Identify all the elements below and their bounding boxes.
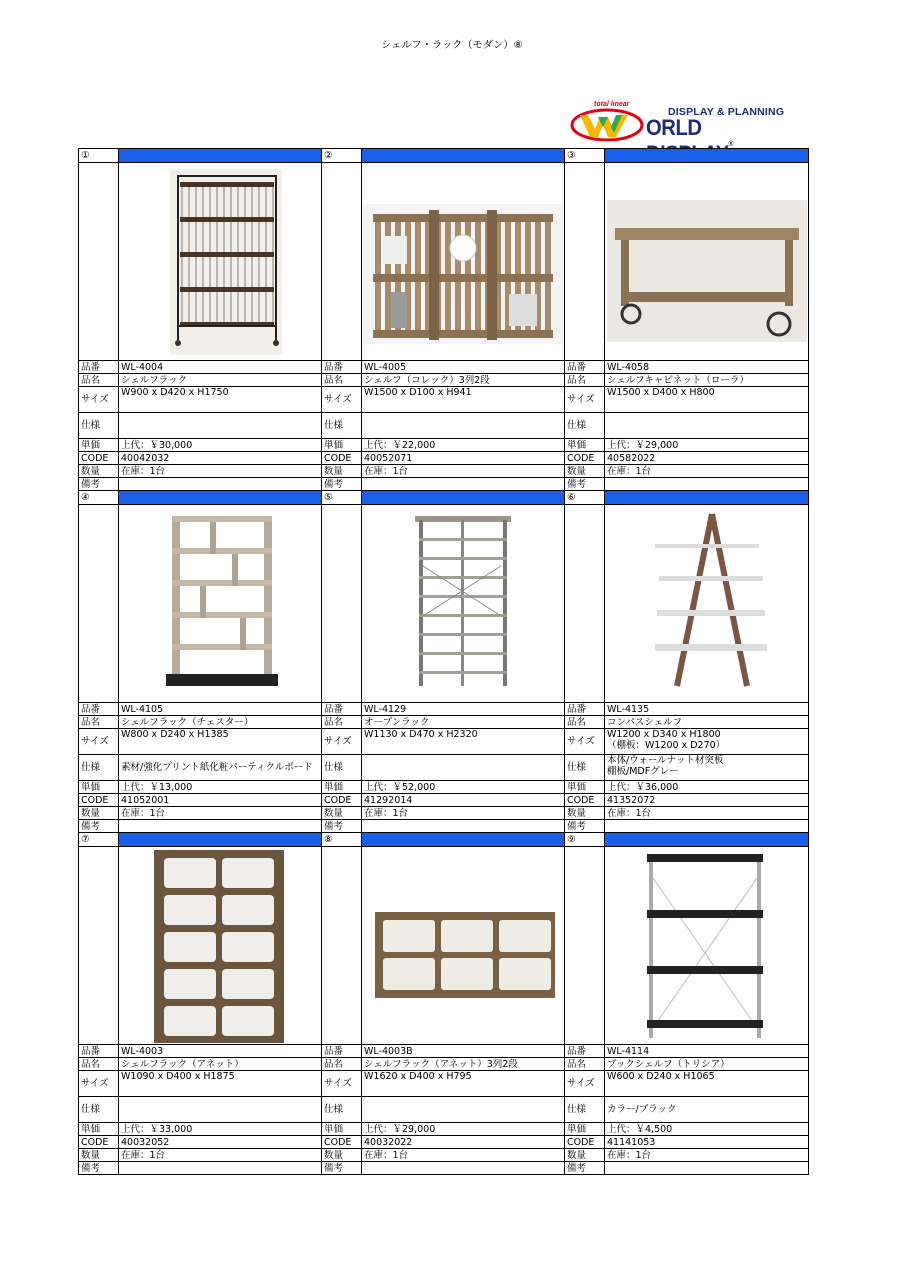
- grid-row-name: [79, 1058, 809, 1071]
- value-size-line1: W1200 x D340 x H1800: [607, 729, 721, 740]
- label-code_no: 品番: [565, 1045, 605, 1058]
- label-name: 品名: [565, 1058, 605, 1071]
- label-note: 備考: [565, 820, 605, 833]
- product-grid: [78, 148, 809, 1175]
- grid-row-code_no: [79, 1045, 809, 1058]
- header-bar: [362, 491, 565, 505]
- image-spacer: [322, 847, 362, 1045]
- value-note: [605, 820, 809, 833]
- value-size-line1: W1500 x D400 x H800: [607, 387, 715, 398]
- label-spec: 仕様: [322, 755, 362, 781]
- value-size: [605, 387, 809, 413]
- value-qty: 在庫：1台: [605, 465, 809, 478]
- a-frame-shelf-icon: [607, 506, 807, 701]
- label-size: サイズ: [565, 387, 605, 413]
- item-number: ⑥: [565, 491, 605, 505]
- value-price: 上代：￥36,000: [605, 781, 809, 794]
- value-name: オープンラック: [362, 716, 565, 729]
- value-price: 上代：￥22,000: [362, 439, 565, 452]
- label-spec: 仕様: [565, 413, 605, 439]
- header-bar: [119, 491, 322, 505]
- label-price: 単価: [79, 439, 119, 452]
- value-spec: [362, 755, 565, 781]
- value-code_no: WL-4129: [362, 703, 565, 716]
- header-bar: [362, 149, 565, 163]
- grid-row-size: [79, 387, 809, 413]
- value-code: 41292014: [362, 794, 565, 807]
- label-code: CODE: [79, 1136, 119, 1149]
- value-size: [119, 1071, 322, 1097]
- value-code_no: WL-4135: [605, 703, 809, 716]
- value-qty: 在庫：1台: [605, 1149, 809, 1162]
- value-note: [605, 1162, 809, 1175]
- value-size-line2: （棚板：W1200 x D270）: [607, 740, 726, 751]
- value-price: 上代：￥13,000: [119, 781, 322, 794]
- grid-row-qty: [79, 1149, 809, 1162]
- image-spacer: [322, 163, 362, 361]
- value-name: シェルフ（コレック）3列2段: [362, 374, 565, 387]
- label-note: 備考: [322, 1162, 362, 1175]
- value-size: [605, 1071, 809, 1097]
- header-bar: [119, 833, 322, 847]
- grid-row-spec: [79, 755, 809, 781]
- grid-row-qty: [79, 807, 809, 820]
- image-spacer: [565, 505, 605, 703]
- company-logo: [568, 101, 794, 148]
- grid-row-code: [79, 1136, 809, 1149]
- label-code_no: 品番: [322, 361, 362, 374]
- label-code: CODE: [79, 794, 119, 807]
- value-name: シェルフキャビネット（ローラ）: [605, 374, 809, 387]
- value-code: 40042032: [119, 452, 322, 465]
- label-qty: 数量: [322, 1149, 362, 1162]
- product-image-cell: [362, 163, 565, 361]
- cube-shelf-low-image: [362, 847, 564, 1044]
- value-qty: 在庫：1台: [362, 465, 565, 478]
- label-code_no: 品番: [322, 703, 362, 716]
- label-name: 品名: [322, 374, 362, 387]
- cube-shelf-tall-image: [119, 847, 321, 1044]
- grid-row-price: [79, 1123, 809, 1136]
- label-code: CODE: [79, 452, 119, 465]
- value-qty: 在庫：1台: [119, 807, 322, 820]
- label-note: 備考: [322, 478, 362, 491]
- label-code: CODE: [565, 452, 605, 465]
- value-spec-line1: 本体/ウォールナット材突板: [607, 755, 724, 766]
- product-image-cell: [119, 505, 322, 703]
- value-code_no: WL-4114: [605, 1045, 809, 1058]
- value-code_no: WL-4005: [362, 361, 565, 374]
- logo-subtitle: DISPLAY & PLANNING: [668, 106, 785, 118]
- value-size: [119, 387, 322, 413]
- value-qty: 在庫：1台: [119, 465, 322, 478]
- label-size: サイズ: [322, 1071, 362, 1097]
- label-spec: 仕様: [79, 413, 119, 439]
- console-cart-image: [605, 163, 808, 360]
- label-spec: 仕様: [565, 1097, 605, 1123]
- label-code_no: 品番: [79, 361, 119, 374]
- value-spec-line2: 棚板/MDFグレー: [607, 766, 679, 777]
- label-name: 品名: [79, 374, 119, 387]
- product-image-cell: [605, 847, 809, 1045]
- value-code: 41052001: [119, 794, 322, 807]
- value-code: 40032022: [362, 1136, 565, 1149]
- value-note: [605, 478, 809, 491]
- value-name: シェルフラック: [119, 374, 322, 387]
- label-size: サイズ: [79, 1071, 119, 1097]
- logo-w-icon: [570, 107, 644, 141]
- stagger-shelf-icon: [120, 506, 320, 701]
- item-number: ⑦: [79, 833, 119, 847]
- value-size: [362, 1071, 565, 1097]
- header-bar: [605, 491, 809, 505]
- label-spec: 仕様: [79, 1097, 119, 1123]
- label-qty: 数量: [79, 1149, 119, 1162]
- wire-shelf-rack-image: [119, 163, 321, 360]
- value-qty: 在庫：1台: [119, 1149, 322, 1162]
- grid-row-img: [79, 163, 809, 361]
- value-qty: 在庫：1台: [362, 807, 565, 820]
- label-name: 品名: [565, 374, 605, 387]
- product-image-cell: [605, 505, 809, 703]
- label-size: サイズ: [322, 729, 362, 755]
- item-number: ⑤: [322, 491, 362, 505]
- value-size-line1: W600 x D240 x H1065: [607, 1071, 715, 1082]
- page-title: シェルフ・ラック（モダン）⑧: [381, 40, 523, 51]
- label-note: 備考: [565, 1162, 605, 1175]
- label-code: CODE: [322, 1136, 362, 1149]
- label-code_no: 品番: [79, 703, 119, 716]
- product-image-cell: [119, 163, 322, 361]
- value-spec: [119, 413, 322, 439]
- value-name: シェルフラック（アネット）: [119, 1058, 322, 1071]
- label-qty: 数量: [565, 465, 605, 478]
- value-size: [362, 387, 565, 413]
- image-spacer: [565, 163, 605, 361]
- label-name: 品名: [565, 716, 605, 729]
- label-note: 備考: [79, 1162, 119, 1175]
- label-size: サイズ: [322, 387, 362, 413]
- label-price: 単価: [565, 439, 605, 452]
- label-qty: 数量: [565, 807, 605, 820]
- value-code_no: WL-4004: [119, 361, 322, 374]
- item-number: ①: [79, 149, 119, 163]
- header-bar: [362, 833, 565, 847]
- value-note: [362, 1162, 565, 1175]
- metal-open-rack-icon: [363, 506, 563, 701]
- value-spec: [362, 1097, 565, 1123]
- value-code_no: WL-4003B: [362, 1045, 565, 1058]
- value-size-line1: W1130 x D470 x H2320: [364, 729, 478, 740]
- label-price: 単価: [322, 1123, 362, 1136]
- value-price: 上代：￥29,000: [362, 1123, 565, 1136]
- label-note: 備考: [565, 478, 605, 491]
- value-spec: [362, 413, 565, 439]
- grid-row-img: [79, 505, 809, 703]
- label-price: 単価: [322, 439, 362, 452]
- grid-row-code: [79, 794, 809, 807]
- label-spec: 仕様: [565, 755, 605, 781]
- product-image-cell: [605, 163, 809, 361]
- grid-row-num: [79, 149, 809, 163]
- grid-row-code: [79, 452, 809, 465]
- label-price: 単価: [565, 1123, 605, 1136]
- value-code: 40582022: [605, 452, 809, 465]
- value-name: シェルフラック（アネット）3列2段: [362, 1058, 565, 1071]
- value-code: 41352072: [605, 794, 809, 807]
- label-price: 単価: [322, 781, 362, 794]
- value-price: 上代：￥29,000: [605, 439, 809, 452]
- console-cart-icon: [607, 164, 807, 359]
- value-price: 上代：￥4,500: [605, 1123, 809, 1136]
- label-size: サイズ: [565, 1071, 605, 1097]
- label-code_no: 品番: [565, 703, 605, 716]
- logo-tagline: total linear: [594, 101, 630, 108]
- label-note: 備考: [79, 820, 119, 833]
- header-bar: [119, 149, 322, 163]
- value-size-line1: W1620 x D400 x H795: [364, 1071, 472, 1082]
- product-image-cell: [362, 505, 565, 703]
- label-qty: 数量: [565, 1149, 605, 1162]
- value-price: 上代：￥30,000: [119, 439, 322, 452]
- grid-row-note: [79, 820, 809, 833]
- grid-row-size: [79, 729, 809, 755]
- label-spec: 仕様: [79, 755, 119, 781]
- grid-row-price: [79, 439, 809, 452]
- value-size: [119, 729, 322, 755]
- value-code: 40052071: [362, 452, 565, 465]
- label-code: CODE: [565, 1136, 605, 1149]
- grid-row-name: [79, 716, 809, 729]
- label-size: サイズ: [565, 729, 605, 755]
- value-size: [362, 729, 565, 755]
- value-spec: [605, 1097, 809, 1123]
- value-size-line1: W1500 x D100 x H941: [364, 387, 472, 398]
- item-number: ②: [322, 149, 362, 163]
- value-price: 上代：￥52,000: [362, 781, 565, 794]
- value-note: [119, 1162, 322, 1175]
- grid-row-price: [79, 781, 809, 794]
- label-code_no: 品番: [565, 361, 605, 374]
- item-number: ⑨: [565, 833, 605, 847]
- value-name: コンパスシェルフ: [605, 716, 809, 729]
- image-spacer: [79, 505, 119, 703]
- item-number: ⑧: [322, 833, 362, 847]
- grid-row-code_no: [79, 703, 809, 716]
- metal-open-rack-image: [362, 505, 564, 702]
- label-spec: 仕様: [322, 1097, 362, 1123]
- black-metal-bookshelf-image: [605, 847, 808, 1044]
- value-price: 上代：￥33,000: [119, 1123, 322, 1136]
- value-code: 41141053: [605, 1136, 809, 1149]
- item-number: ③: [565, 149, 605, 163]
- label-name: 品名: [79, 716, 119, 729]
- grid-row-qty: [79, 465, 809, 478]
- value-code_no: WL-4105: [119, 703, 322, 716]
- value-code: 40032052: [119, 1136, 322, 1149]
- label-code: CODE: [322, 452, 362, 465]
- value-qty: 在庫：1台: [362, 1149, 565, 1162]
- label-price: 単価: [565, 781, 605, 794]
- label-qty: 数量: [79, 807, 119, 820]
- logo-brand: ORLD ®: [646, 115, 733, 148]
- label-code_no: 品番: [322, 1045, 362, 1058]
- label-price: 単価: [79, 1123, 119, 1136]
- value-name: ブックシェルフ（トリシア）: [605, 1058, 809, 1071]
- value-spec-line1: カラー/ブラック: [607, 1104, 677, 1115]
- value-spec-line1: 素材/強化プリント紙化粧パーティクルボード: [121, 762, 313, 773]
- label-code_no: 品番: [79, 1045, 119, 1058]
- label-qty: 数量: [322, 465, 362, 478]
- grid-row-spec: [79, 413, 809, 439]
- grid-row-note: [79, 1162, 809, 1175]
- black-metal-bookshelf-icon: [607, 848, 807, 1043]
- stagger-shelf-image: [119, 505, 321, 702]
- value-size: [605, 729, 809, 755]
- label-code: CODE: [322, 794, 362, 807]
- value-code_no: WL-4058: [605, 361, 809, 374]
- label-qty: 数量: [322, 807, 362, 820]
- label-note: 備考: [322, 820, 362, 833]
- label-name: 品名: [79, 1058, 119, 1071]
- label-note: 備考: [79, 478, 119, 491]
- value-size-line1: W800 x D240 x H1385: [121, 729, 229, 740]
- value-note: [119, 820, 322, 833]
- grid-row-num: [79, 833, 809, 847]
- label-size: サイズ: [79, 387, 119, 413]
- image-spacer: [565, 847, 605, 1045]
- header-bar: [605, 833, 809, 847]
- label-qty: 数量: [79, 465, 119, 478]
- value-note: [119, 478, 322, 491]
- image-spacer: [79, 163, 119, 361]
- value-note: [362, 820, 565, 833]
- header-bar: [605, 149, 809, 163]
- value-spec: [119, 1097, 322, 1123]
- a-frame-shelf-image: [605, 505, 808, 702]
- grid-row-note: [79, 478, 809, 491]
- image-spacer: [322, 505, 362, 703]
- value-qty: 在庫：1台: [605, 807, 809, 820]
- pallet-shelf-image: [362, 163, 564, 360]
- value-size-line1: W1090 x D400 x H1875: [121, 1071, 235, 1082]
- label-spec: 仕様: [322, 413, 362, 439]
- value-spec: [605, 755, 809, 781]
- label-size: サイズ: [79, 729, 119, 755]
- label-name: 品名: [322, 1058, 362, 1071]
- grid-row-img: [79, 847, 809, 1045]
- item-number: ④: [79, 491, 119, 505]
- value-code_no: WL-4003: [119, 1045, 322, 1058]
- value-spec: [119, 755, 322, 781]
- product-image-cell: [362, 847, 565, 1045]
- cube-shelf-low-icon: [363, 848, 563, 1043]
- label-code: CODE: [565, 794, 605, 807]
- grid-row-code_no: [79, 361, 809, 374]
- value-note: [362, 478, 565, 491]
- grid-row-spec: [79, 1097, 809, 1123]
- grid-row-name: [79, 374, 809, 387]
- image-spacer: [79, 847, 119, 1045]
- label-price: 単価: [79, 781, 119, 794]
- value-size-line1: W900 x D420 x H1750: [121, 387, 229, 398]
- grid-row-size: [79, 1071, 809, 1097]
- product-image-cell: [119, 847, 322, 1045]
- value-spec: [605, 413, 809, 439]
- pallet-shelf-icon: [363, 164, 563, 359]
- label-name: 品名: [322, 716, 362, 729]
- value-name: シェルフラック（チェスター）: [119, 716, 322, 729]
- wire-shelf-rack-icon: [120, 164, 320, 359]
- cube-shelf-tall-icon: [120, 848, 320, 1043]
- grid-row-num: [79, 491, 809, 505]
